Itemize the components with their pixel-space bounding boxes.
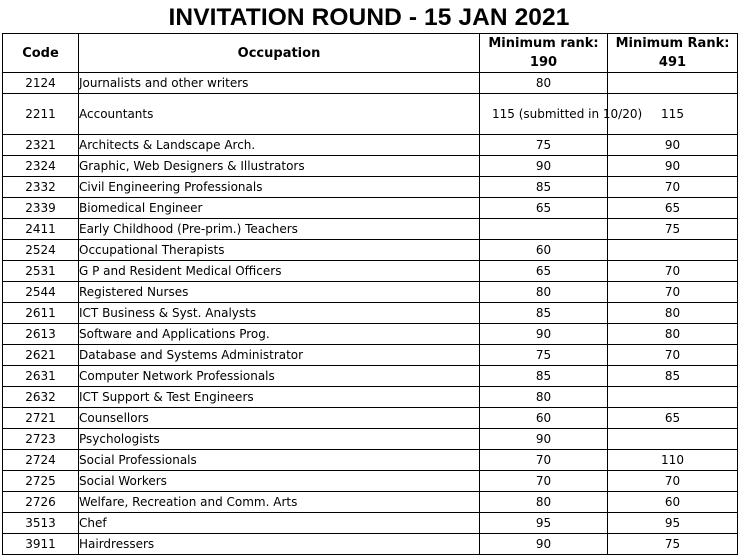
code-cell: 2321 — [3, 135, 79, 156]
header-min-rank-491 — [608, 34, 738, 73]
table-row — [3, 240, 738, 261]
occupation-cell: Welfare, Recreation and Comm. Arts — [79, 492, 480, 513]
rank-190-cell: 85 — [480, 366, 608, 387]
occupation-cell: Computer Network Professionals — [79, 366, 480, 387]
rank-190-cell: 80 — [480, 73, 608, 94]
header-min-rank-190-value: 190 — [529, 55, 558, 70]
table-row — [3, 156, 738, 177]
table-row — [3, 408, 738, 429]
rank-491-cell: 65 — [608, 408, 738, 429]
rank-491-cell: 60 — [608, 492, 738, 513]
occupation-cell: Occupational Therapists — [79, 240, 480, 261]
table-row — [3, 471, 738, 492]
table-row — [3, 94, 738, 135]
code-cell: 2721 — [3, 408, 79, 429]
rank-491-cell — [608, 429, 738, 450]
occupation-cell: Architects & Landscape Arch. — [79, 135, 480, 156]
rank-491-cell: 70 — [608, 282, 738, 303]
occupation-cell: Graphic, Web Designers & Illustrators — [79, 156, 480, 177]
rank-491-cell — [608, 387, 738, 408]
rank-491-cell: 70 — [608, 177, 738, 198]
occupation-cell: Hairdressers — [79, 534, 480, 555]
occupation-cell: Psychologists — [79, 429, 480, 450]
table-row — [3, 492, 738, 513]
code-cell: 2211 — [3, 94, 79, 135]
code-cell: 2724 — [3, 450, 79, 471]
header-occupation: Occupation — [79, 34, 480, 73]
rank-190-cell — [480, 219, 608, 240]
rank-190-cell: 80 — [480, 282, 608, 303]
occupation-cell: Counsellors — [79, 408, 480, 429]
occupation-cell: Database and Systems Administrator — [79, 345, 480, 366]
code-cell: 2621 — [3, 345, 79, 366]
table-row — [3, 366, 738, 387]
rank-491-cell: 80 — [608, 303, 738, 324]
code-cell: 2632 — [3, 387, 79, 408]
rank-491-cell: 90 — [608, 135, 738, 156]
rank-491-cell: 75 — [608, 534, 738, 555]
rank-190-cell: 90 — [480, 324, 608, 345]
code-cell: 2631 — [3, 366, 79, 387]
code-cell: 2339 — [3, 198, 79, 219]
table-row — [3, 387, 738, 408]
occupation-cell: Journalists and other writers — [79, 73, 480, 94]
table-row — [3, 345, 738, 366]
code-cell: 2725 — [3, 471, 79, 492]
code-cell: 2332 — [3, 177, 79, 198]
table-row — [3, 282, 738, 303]
code-cell: 2524 — [3, 240, 79, 261]
table-row — [3, 324, 738, 345]
code-cell: 2411 — [3, 219, 79, 240]
rank-190-cell: 85 — [480, 303, 608, 324]
code-cell: 2531 — [3, 261, 79, 282]
rank-491-cell — [608, 240, 738, 261]
occupation-cell: Chef — [79, 513, 480, 534]
invitation-table — [2, 33, 738, 555]
code-cell: 2544 — [3, 282, 79, 303]
header-min-rank-491-value: 491 — [658, 55, 687, 70]
occupation-cell: Registered Nurses — [79, 282, 480, 303]
rank-190-cell: 95 — [480, 513, 608, 534]
rank-190-cell: 80 — [480, 492, 608, 513]
header-min-rank-190 — [480, 34, 608, 73]
table-row — [3, 303, 738, 324]
page-title: INVITATION ROUND - 15 JAN 2021 — [168, 4, 570, 31]
table-row — [3, 177, 738, 198]
rank-491-cell: 85 — [608, 366, 738, 387]
rank-491-cell: 90 — [608, 156, 738, 177]
code-cell: 2611 — [3, 303, 79, 324]
occupation-cell: ICT Support & Test Engineers — [79, 387, 480, 408]
rank-190-cell: 60 — [480, 240, 608, 261]
rank-190-cell: 90 — [480, 156, 608, 177]
occupation-cell: Biomedical Engineer — [79, 198, 480, 219]
rank-190-cell: 90 — [480, 534, 608, 555]
rank-190-cell: 115 (submitted in 10/20) — [480, 94, 608, 135]
code-cell: 2124 — [3, 73, 79, 94]
occupation-cell: Early Childhood (Pre-prim.) Teachers — [79, 219, 480, 240]
table-row — [3, 198, 738, 219]
rank-491-cell — [608, 73, 738, 94]
table-row — [3, 534, 738, 555]
rank-491-cell: 70 — [608, 261, 738, 282]
rank-190-cell: 80 — [480, 387, 608, 408]
code-cell: 2324 — [3, 156, 79, 177]
code-cell: 3911 — [3, 534, 79, 555]
rank-190-cell: 70 — [480, 450, 608, 471]
occupation-cell: ICT Business & Syst. Analysts — [79, 303, 480, 324]
header-min-rank-190-label: Minimum rank: — [488, 36, 599, 51]
rank-190-cell: 85 — [480, 177, 608, 198]
occupation-cell: Civil Engineering Professionals — [79, 177, 480, 198]
rank-190-cell: 70 — [480, 471, 608, 492]
occupation-cell: G P and Resident Medical Officers — [79, 261, 480, 282]
header-row — [3, 34, 738, 73]
occupation-cell: Software and Applications Prog. — [79, 324, 480, 345]
rank-491-cell: 65 — [608, 198, 738, 219]
occupation-cell: Accountants — [79, 94, 480, 135]
rank-491-cell: 95 — [608, 513, 738, 534]
code-cell: 2726 — [3, 492, 79, 513]
rank-491-cell: 110 — [608, 450, 738, 471]
rank-190-cell: 65 — [480, 198, 608, 219]
rank-491-cell: 75 — [608, 219, 738, 240]
code-cell: 2613 — [3, 324, 79, 345]
rank-491-cell: 80 — [608, 324, 738, 345]
table-row — [3, 73, 738, 94]
table-row — [3, 219, 738, 240]
code-cell: 2723 — [3, 429, 79, 450]
rank-491-cell: 115 — [608, 94, 738, 135]
rank-190-cell: 75 — [480, 135, 608, 156]
code-cell: 3513 — [3, 513, 79, 534]
rank-491-cell: 70 — [608, 471, 738, 492]
rank-190-cell: 90 — [480, 429, 608, 450]
header-code: Code — [3, 34, 79, 73]
header-min-rank-491-label: Minimum Rank: — [615, 36, 730, 51]
rank-491-cell: 70 — [608, 345, 738, 366]
table-row — [3, 513, 738, 534]
table-row — [3, 135, 738, 156]
rank-190-cell: 60 — [480, 408, 608, 429]
occupation-cell: Social Workers — [79, 471, 480, 492]
table-row — [3, 450, 738, 471]
occupation-cell: Social Professionals — [79, 450, 480, 471]
table-row — [3, 429, 738, 450]
table-row — [3, 261, 738, 282]
rank-190-cell: 75 — [480, 345, 608, 366]
rank-190-cell: 65 — [480, 261, 608, 282]
